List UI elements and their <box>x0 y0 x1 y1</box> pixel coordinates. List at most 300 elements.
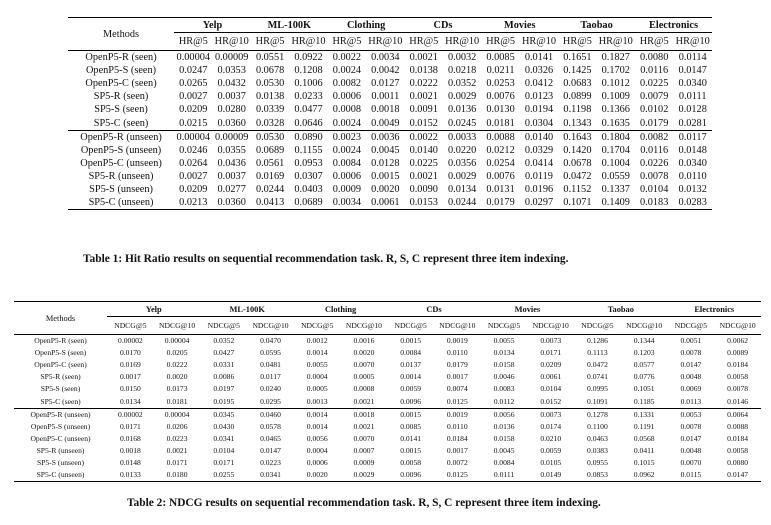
value-cell: 0.0069 <box>680 384 702 394</box>
value-cell: 0.0209 <box>179 104 208 116</box>
value-cell: 0.0008 <box>353 384 375 394</box>
value-cell: 0.0255 <box>213 470 235 480</box>
value-cell: 0.0053 <box>680 409 702 419</box>
hit-ratio-table <box>68 17 712 210</box>
value-cell: 0.0082 <box>332 78 362 90</box>
value-cell: 0.0427 <box>213 348 235 358</box>
value-cell: 0.0123 <box>524 91 554 103</box>
metric-header: NDCG@5 <box>394 321 427 330</box>
value-cell: 0.0578 <box>260 421 281 431</box>
value-cell: 0.1337 <box>601 183 630 195</box>
value-cell: 0.0152 <box>409 117 438 129</box>
value-cell: 0.0147 <box>680 433 702 443</box>
value-cell: 0.0088 <box>486 131 515 143</box>
value-cell: 0.0022 <box>332 52 362 64</box>
value-cell: 0.0307 <box>294 170 323 182</box>
value-cell: 0.0048 <box>680 445 702 455</box>
value-cell: 0.0150 <box>119 384 141 394</box>
value-cell: 0.0213 <box>179 197 208 209</box>
table-row <box>14 445 761 457</box>
value-cell: 0.0090 <box>409 183 438 195</box>
value-cell: 0.0019 <box>446 336 468 346</box>
value-cell: 0.0140 <box>524 131 554 143</box>
value-cell: 0.1208 <box>294 65 323 77</box>
value-cell: 0.0414 <box>524 157 554 169</box>
value-cell: 0.0180 <box>166 470 188 480</box>
value-cell: 0.0233 <box>294 91 323 103</box>
method-cell: OpenP5-R (seen) <box>85 52 157 64</box>
value-cell: 0.1203 <box>633 348 655 358</box>
value-cell: 0.1635 <box>601 117 630 129</box>
value-cell: 0.0023 <box>332 131 362 143</box>
value-cell: 0.0481 <box>260 360 281 370</box>
value-cell: 0.0340 <box>678 78 707 90</box>
value-cell: 0.0158 <box>493 360 515 370</box>
value-cell: 0.0277 <box>217 183 246 195</box>
value-cell: 0.0058 <box>727 372 749 382</box>
value-cell: 0.1286 <box>587 336 608 346</box>
metric-header: NDCG@10 <box>626 321 663 330</box>
value-cell: 0.0096 <box>400 396 422 406</box>
value-cell: 0.0240 <box>260 384 281 394</box>
metric-header: HR@10 <box>445 36 480 47</box>
metric-header: HR@10 <box>675 36 710 47</box>
table-row <box>68 130 712 144</box>
value-cell: 0.0017 <box>446 445 468 455</box>
value-cell: 0.0246 <box>179 144 208 156</box>
value-cell: 0.0153 <box>409 197 438 209</box>
metric-header: NDCG@5 <box>581 321 614 330</box>
value-cell: 0.0265 <box>179 78 208 90</box>
metric-header: NDCG@10 <box>159 321 196 330</box>
dataset-header: CDs <box>405 18 482 33</box>
value-cell: 0.0055 <box>493 336 515 346</box>
value-cell: 0.0024 <box>332 144 362 156</box>
value-cell: 0.00004 <box>176 52 211 64</box>
value-cell: 0.0059 <box>540 445 562 455</box>
value-cell: 0.0037 <box>217 91 246 103</box>
value-cell: 0.0890 <box>294 131 323 143</box>
value-cell: 0.0147 <box>678 65 707 77</box>
value-cell: 0.0281 <box>678 117 707 129</box>
value-cell: 0.0027 <box>179 91 208 103</box>
value-cell: 0.0181 <box>166 396 188 406</box>
metric-header: HR@5 <box>562 36 592 47</box>
value-cell: 0.0403 <box>294 183 323 195</box>
value-cell: 0.0089 <box>727 348 749 358</box>
value-cell: 0.0080 <box>727 457 749 467</box>
table-row <box>68 77 712 90</box>
method-cell: SP5-C (unseen) <box>36 470 85 480</box>
value-cell: 0.0078 <box>680 348 702 358</box>
value-cell: 0.0046 <box>493 372 515 382</box>
method-cell: SP5-C (seen) <box>40 396 81 406</box>
value-cell: 0.0149 <box>540 470 562 480</box>
dataset-header: Electronics <box>635 18 712 33</box>
value-cell: 0.0477 <box>294 104 323 116</box>
value-cell: 0.0211 <box>486 65 515 77</box>
metric-header: NDCG@10 <box>532 321 569 330</box>
method-cell: OpenP5-S (seen) <box>86 65 157 77</box>
value-cell: 0.0022 <box>409 131 438 143</box>
table-row <box>68 170 712 183</box>
value-cell: 0.0689 <box>294 197 323 209</box>
value-cell: 0.0210 <box>540 433 562 443</box>
value-cell: 0.0014 <box>306 409 328 419</box>
value-cell: 0.0032 <box>448 52 477 64</box>
value-cell: 0.0125 <box>446 396 468 406</box>
value-cell: 0.0104 <box>540 384 562 394</box>
value-cell: 0.0331 <box>213 360 235 370</box>
value-cell: 0.0074 <box>446 384 468 394</box>
metric-header: NDCG@10 <box>439 321 476 330</box>
value-cell: 0.0085 <box>400 421 422 431</box>
value-cell: 0.0036 <box>371 131 400 143</box>
dataset-header: Taobao <box>558 18 635 33</box>
method-cell: OpenP5-S (unseen) <box>80 144 162 156</box>
value-cell: 0.0953 <box>294 157 323 169</box>
value-cell: 0.0169 <box>119 360 141 370</box>
value-cell: 0.0222 <box>166 360 188 370</box>
table-row <box>14 371 761 383</box>
value-cell: 0.1344 <box>633 336 655 346</box>
value-cell: 0.0049 <box>371 117 400 129</box>
value-cell: 0.0146 <box>727 396 749 406</box>
value-cell: 0.0283 <box>678 197 707 209</box>
value-cell: 0.0138 <box>255 91 285 103</box>
value-cell: 0.0102 <box>640 104 669 116</box>
value-cell: 0.0021 <box>409 91 438 103</box>
value-cell: 0.0223 <box>260 457 281 467</box>
value-cell: 0.0922 <box>294 52 323 64</box>
value-cell: 0.0119 <box>525 170 553 182</box>
metric-header: HR@5 <box>178 36 208 47</box>
value-cell: 0.0070 <box>353 433 375 443</box>
method-cell: OpenP5-C (seen) <box>34 360 87 370</box>
value-cell: 0.0020 <box>166 372 188 382</box>
value-cell: 0.0568 <box>633 433 655 443</box>
value-cell: 0.0345 <box>213 409 235 419</box>
value-cell: 0.0117 <box>678 131 707 143</box>
value-cell: 0.0339 <box>255 104 285 116</box>
value-cell: 0.0076 <box>486 170 515 182</box>
method-cell: OpenP5-R (unseen) <box>80 131 162 143</box>
value-cell: 0.0061 <box>540 372 562 382</box>
value-cell: 0.1191 <box>633 421 655 431</box>
value-cell: 0.0125 <box>446 470 468 480</box>
value-cell: 0.0218 <box>448 65 477 77</box>
value-cell: 0.0110 <box>447 348 468 358</box>
value-cell: 0.00009 <box>214 131 249 143</box>
dataset-header: Clothing <box>294 302 387 317</box>
value-cell: 0.0085 <box>486 52 515 64</box>
value-cell: 0.0244 <box>448 197 477 209</box>
value-cell: 0.0295 <box>260 396 281 406</box>
value-cell: 0.0078 <box>727 384 749 394</box>
dataset-header: Electronics <box>668 302 761 317</box>
value-cell: 0.0015 <box>400 409 422 419</box>
value-cell: 0.0037 <box>217 170 246 182</box>
dataset-header: Taobao <box>574 302 667 317</box>
value-cell: 0.0530 <box>255 131 285 143</box>
dataset-header: Movies <box>481 302 574 317</box>
metric-header: HR@5 <box>255 36 285 47</box>
value-cell: 0.0056 <box>306 433 328 443</box>
value-cell: 0.0014 <box>400 372 422 382</box>
value-cell: 0.0134 <box>493 348 515 358</box>
value-cell: 0.0195 <box>213 396 235 406</box>
value-cell: 0.0073 <box>540 409 562 419</box>
value-cell: 0.00004 <box>164 409 190 419</box>
value-cell: 0.0329 <box>524 144 554 156</box>
value-cell: 0.0173 <box>166 384 188 394</box>
value-cell: 0.0020 <box>353 348 375 358</box>
table-row <box>14 383 761 395</box>
table-row <box>14 359 761 371</box>
method-cell: SP5-S (unseen) <box>36 457 85 467</box>
value-cell: 0.0018 <box>353 409 375 419</box>
value-cell: 0.0254 <box>486 157 515 169</box>
value-cell: 0.0171 <box>119 421 141 431</box>
value-cell: 0.1155 <box>294 144 323 156</box>
value-cell: 0.0078 <box>680 421 702 431</box>
value-cell: 0.0136 <box>493 421 515 431</box>
value-cell: 0.0024 <box>332 65 362 77</box>
metric-header: NDCG@10 <box>719 321 756 330</box>
value-cell: 0.0148 <box>119 457 141 467</box>
value-cell: 0.1004 <box>601 157 630 169</box>
value-cell: 0.0017 <box>119 372 141 382</box>
value-cell: 0.0096 <box>400 470 422 480</box>
value-cell: 0.0171 <box>213 457 235 467</box>
value-cell: 0.0179 <box>486 197 515 209</box>
value-cell: 0.0114 <box>678 52 707 64</box>
table-row <box>68 103 712 116</box>
dataset-header: Yelp <box>107 302 200 317</box>
value-cell: 0.1702 <box>601 65 630 77</box>
metric-header: NDCG@5 <box>301 321 334 330</box>
value-cell: 0.0244 <box>255 183 285 195</box>
value-cell: 0.0776 <box>633 372 655 382</box>
metric-header: HR@5 <box>639 36 669 47</box>
value-cell: 0.00002 <box>118 409 143 419</box>
value-cell: 0.0059 <box>400 384 422 394</box>
method-cell: SP5-C (unseen) <box>88 197 154 209</box>
value-cell: 0.0116 <box>640 144 669 156</box>
value-cell: 0.0465 <box>260 433 281 443</box>
value-cell: 0.0141 <box>400 433 422 443</box>
metric-header: HR@10 <box>291 36 326 47</box>
value-cell: 0.0015 <box>371 170 400 182</box>
table-1-caption: Table 1: Hit Ratio results on sequential recommendation task. R, S, C represent three item indexing. <box>83 253 569 265</box>
table-row <box>68 144 712 157</box>
value-cell: 0.0020 <box>371 183 400 195</box>
method-cell: SP5-S (seen) <box>40 384 81 394</box>
value-cell: 0.1051 <box>633 384 655 394</box>
value-cell: 0.1366 <box>601 104 630 116</box>
value-cell: 0.00002 <box>118 336 143 346</box>
value-cell: 0.0245 <box>448 117 477 129</box>
value-cell: 0.0413 <box>255 197 285 209</box>
value-cell: 0.0006 <box>306 457 328 467</box>
value-cell: 0.0551 <box>255 52 285 64</box>
value-cell: 0.0128 <box>678 104 707 116</box>
value-cell: 0.0356 <box>448 157 477 169</box>
value-cell: 0.0209 <box>540 360 562 370</box>
value-cell: 0.0383 <box>587 445 608 455</box>
value-cell: 0.0033 <box>448 131 477 143</box>
value-cell: 0.0472 <box>563 170 592 182</box>
value-cell: 0.0128 <box>371 157 400 169</box>
value-cell: 0.0013 <box>306 396 328 406</box>
value-cell: 0.0012 <box>306 336 328 346</box>
value-cell: 0.0029 <box>353 470 375 480</box>
value-cell: 0.0021 <box>166 445 188 455</box>
value-cell: 0.0116 <box>640 65 669 77</box>
table-row <box>14 395 761 408</box>
value-cell: 0.1198 <box>563 104 592 116</box>
value-cell: 0.0212 <box>486 144 515 156</box>
value-cell: 0.0111 <box>493 470 515 480</box>
value-cell: 0.0206 <box>166 421 188 431</box>
value-cell: 0.0004 <box>306 372 328 382</box>
value-cell: 0.0220 <box>448 144 477 156</box>
value-cell: 0.1804 <box>601 131 630 143</box>
value-cell: 0.0034 <box>332 197 362 209</box>
table-row <box>14 469 761 482</box>
table-row <box>14 457 761 469</box>
value-cell: 0.0082 <box>640 131 669 143</box>
value-cell: 0.0048 <box>680 372 702 382</box>
value-cell: 0.0595 <box>260 348 281 358</box>
value-cell: 0.0024 <box>332 117 362 129</box>
value-cell: 0.0029 <box>448 91 477 103</box>
value-cell: 0.0183 <box>640 197 669 209</box>
value-cell: 0.1152 <box>563 183 592 195</box>
value-cell: 0.0184 <box>727 433 749 443</box>
table-row <box>68 64 712 77</box>
value-cell: 0.0181 <box>486 117 515 129</box>
method-cell: OpenP5-C (seen) <box>85 78 157 90</box>
value-cell: 0.0222 <box>409 78 438 90</box>
value-cell: 0.0184 <box>446 433 468 443</box>
value-cell: 0.0179 <box>640 117 669 129</box>
value-cell: 0.1827 <box>601 52 630 64</box>
metric-header: HR@5 <box>409 36 439 47</box>
value-cell: 0.0005 <box>306 384 328 394</box>
value-cell: 0.0171 <box>166 457 188 467</box>
value-cell: 0.0197 <box>213 384 235 394</box>
value-cell: 0.0352 <box>448 78 477 90</box>
value-cell: 0.1091 <box>587 396 608 406</box>
metric-header: HR@10 <box>368 36 403 47</box>
method-cell: OpenP5-R (seen) <box>34 336 87 346</box>
method-cell: OpenP5-S (unseen) <box>30 421 91 431</box>
metric-header: NDCG@10 <box>345 321 382 330</box>
value-cell: 0.0083 <box>493 384 515 394</box>
table-row <box>68 196 712 210</box>
value-cell: 0.0432 <box>217 78 246 90</box>
value-cell: 0.0147 <box>260 445 281 455</box>
methods-header: Methods <box>14 302 107 335</box>
value-cell: 0.0463 <box>587 433 608 443</box>
value-cell: 0.0086 <box>213 372 235 382</box>
value-cell: 0.0115 <box>680 470 702 480</box>
value-cell: 0.0140 <box>409 144 438 156</box>
value-cell: 0.0084 <box>493 457 515 467</box>
method-cell: SP5-C (seen) <box>93 117 149 129</box>
value-cell: 0.0113 <box>680 396 702 406</box>
metric-header: NDCG@10 <box>252 321 289 330</box>
value-cell: 0.0152 <box>540 396 562 406</box>
value-cell: 0.0042 <box>371 65 400 77</box>
value-cell: 0.1015 <box>633 457 655 467</box>
value-cell: 0.0104 <box>640 183 669 195</box>
value-cell: 0.0194 <box>524 104 554 116</box>
value-cell: 0.0007 <box>353 445 375 455</box>
metric-header: NDCG@5 <box>207 321 240 330</box>
value-cell: 0.1113 <box>587 348 608 358</box>
value-cell: 0.0326 <box>524 65 554 77</box>
method-cell: SP5-R (unseen) <box>36 445 85 455</box>
table-row <box>68 157 712 170</box>
value-cell: 0.0073 <box>540 336 562 346</box>
dataset-header: Yelp <box>174 18 251 33</box>
table-row <box>14 408 761 421</box>
value-cell: 0.1420 <box>563 144 592 156</box>
value-cell: 0.1643 <box>563 131 592 143</box>
value-cell: 0.0138 <box>409 65 438 77</box>
value-cell: 0.0328 <box>255 117 285 129</box>
value-cell: 0.0021 <box>353 396 375 406</box>
value-cell: 0.0055 <box>306 360 328 370</box>
value-cell: 0.0472 <box>587 360 608 370</box>
value-cell: 0.0853 <box>587 470 608 480</box>
value-cell: 0.0678 <box>563 157 592 169</box>
value-cell: 0.00004 <box>176 131 211 143</box>
value-cell: 0.0247 <box>179 65 208 77</box>
table-2-caption: Table 2: NDCG results on sequential recommendation task. R, S, C represent three item indexing. <box>127 497 601 509</box>
value-cell: 0.0530 <box>255 78 285 90</box>
metric-header: HR@5 <box>332 36 362 47</box>
table-row <box>68 116 712 130</box>
method-cell: OpenP5-R (unseen) <box>30 409 91 419</box>
value-cell: 0.0253 <box>486 78 515 90</box>
value-cell: 0.0209 <box>179 183 208 195</box>
value-cell: 0.0147 <box>680 360 702 370</box>
value-cell: 0.0133 <box>119 470 141 480</box>
value-cell: 0.0678 <box>255 65 285 77</box>
value-cell: 0.0577 <box>633 360 655 370</box>
value-cell: 0.0011 <box>371 91 400 103</box>
value-cell: 0.0689 <box>255 144 285 156</box>
value-cell: 0.0225 <box>409 157 438 169</box>
value-cell: 0.0061 <box>371 197 400 209</box>
ndcg-table <box>14 301 761 482</box>
value-cell: 0.0430 <box>213 421 235 431</box>
value-cell: 0.0264 <box>179 157 208 169</box>
value-cell: 0.0196 <box>524 183 554 195</box>
value-cell: 0.1185 <box>633 396 655 406</box>
value-cell: 0.0056 <box>493 409 515 419</box>
value-cell: 0.0170 <box>119 348 141 358</box>
metric-header: HR@10 <box>598 36 633 47</box>
value-cell: 0.0062 <box>727 336 749 346</box>
value-cell: 0.0134 <box>448 183 477 195</box>
value-cell: 0.0017 <box>446 372 468 382</box>
value-cell: 0.0168 <box>119 433 141 443</box>
value-cell: 0.0741 <box>587 372 608 382</box>
